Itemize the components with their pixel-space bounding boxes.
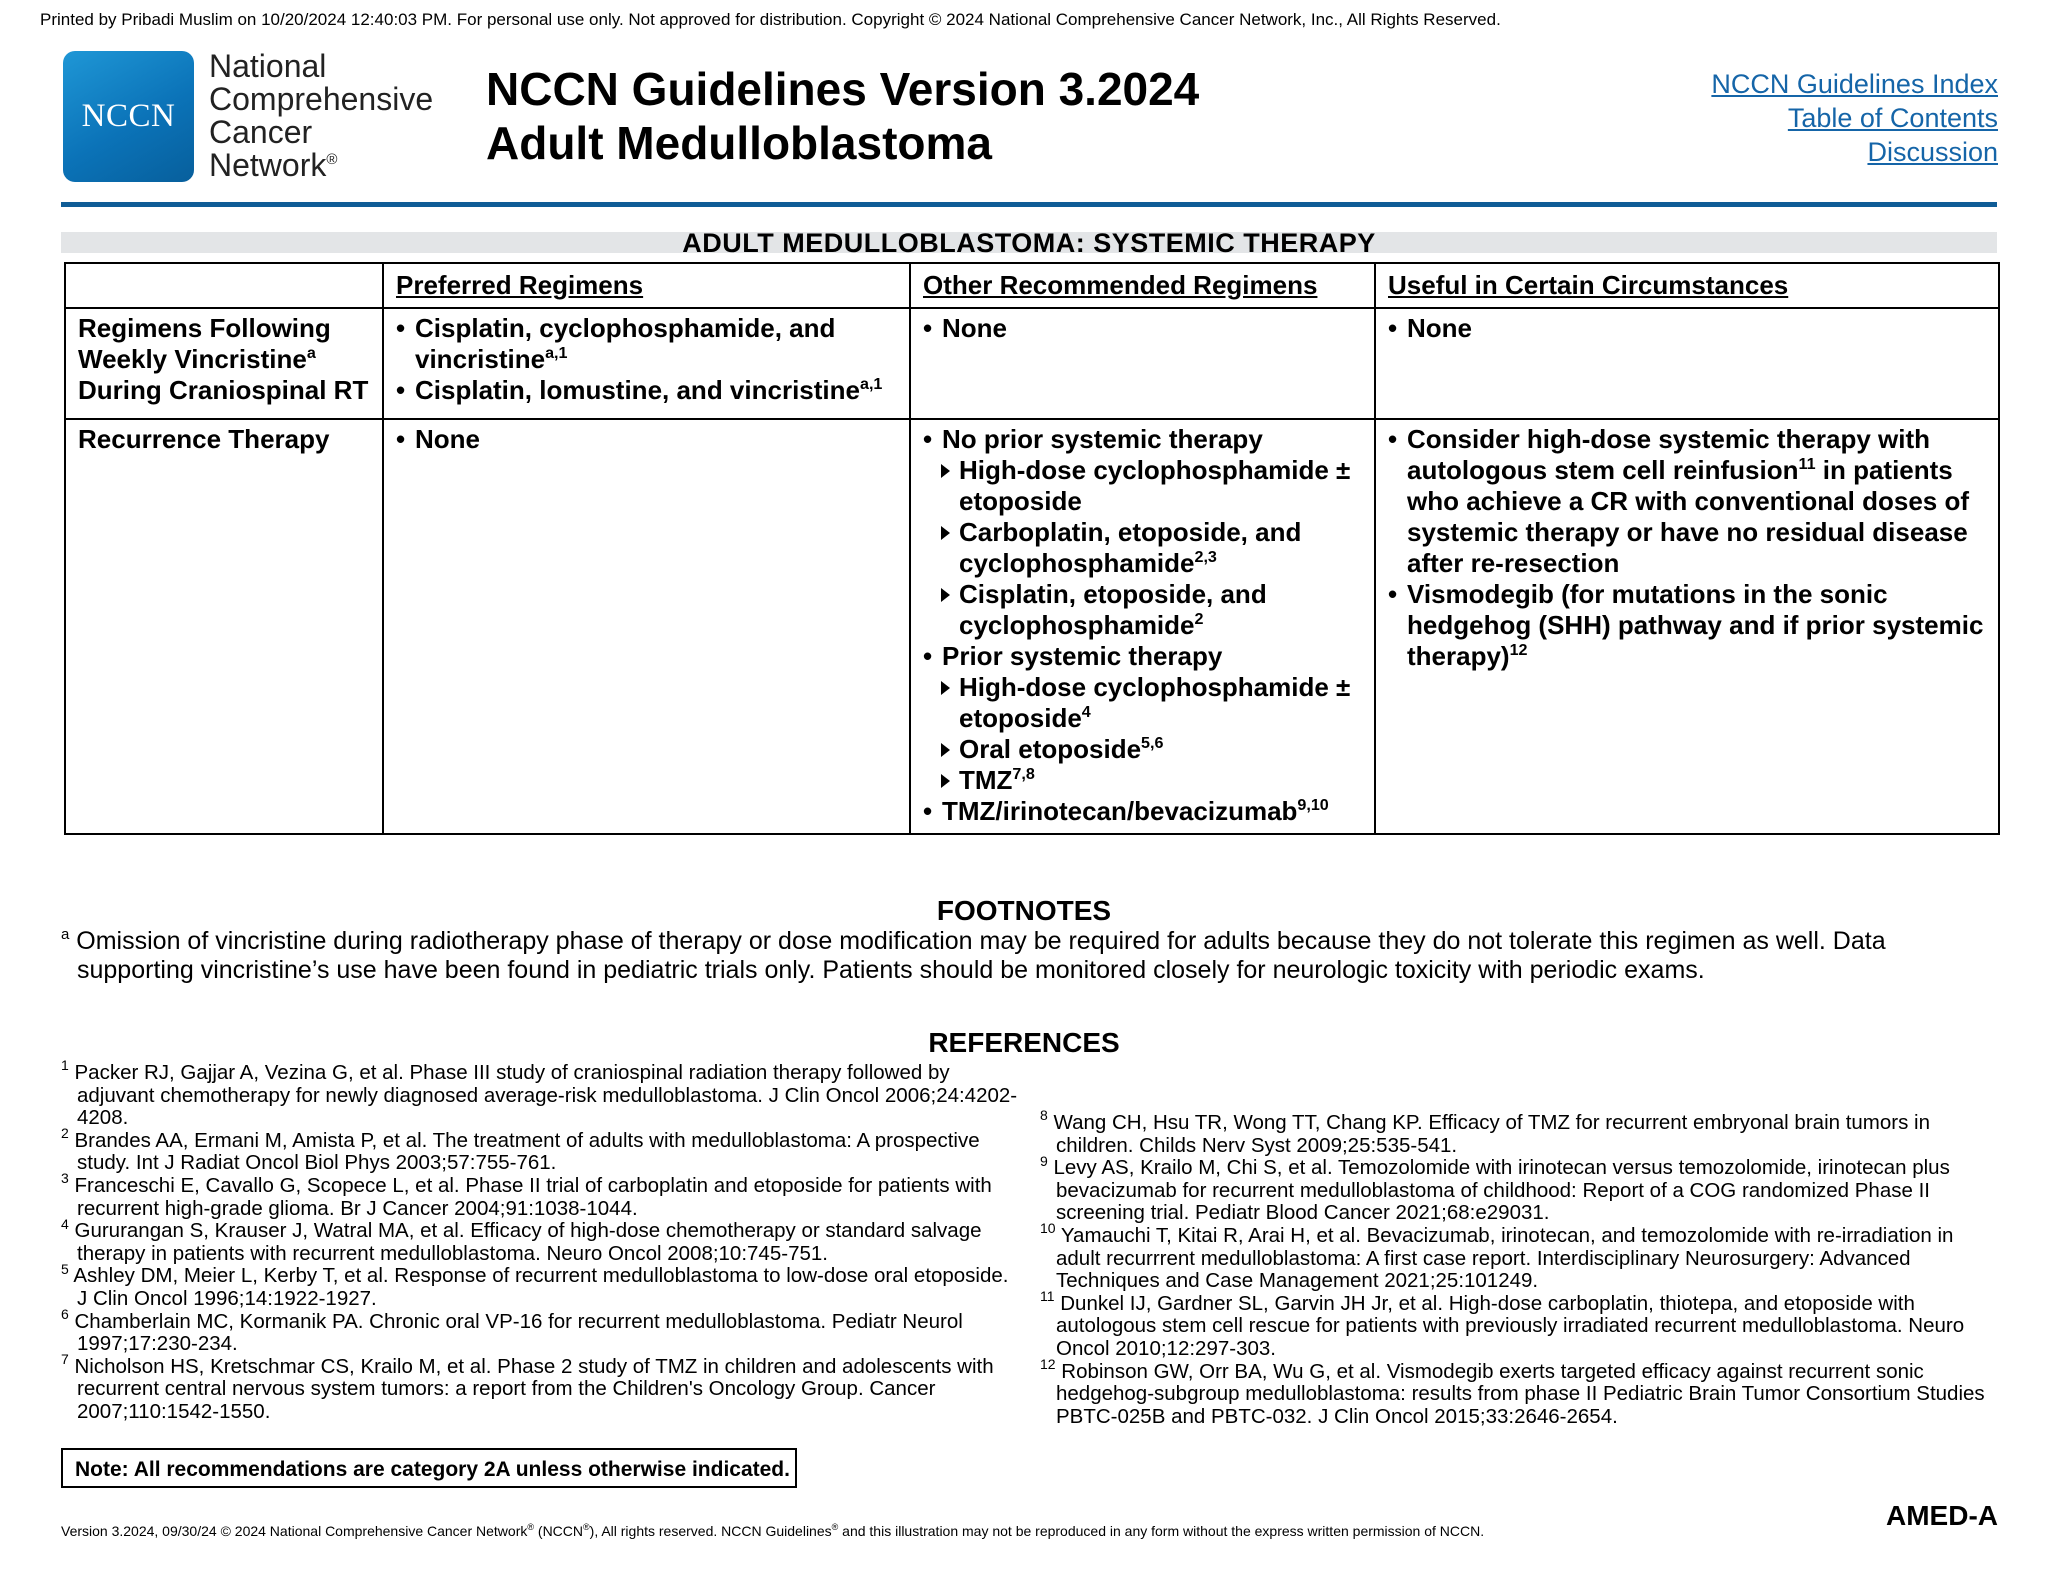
- footnote-ref: a,1: [545, 343, 568, 362]
- org-name-line: [209, 149, 433, 182]
- reference-item: [1040, 1356, 2000, 1429]
- reference-number: 4: [61, 1215, 69, 1232]
- org-name-line: Cancer: [209, 114, 313, 150]
- row-label-text: Weekly Vincristine: [78, 344, 307, 374]
- reference-item: [61, 1306, 1021, 1356]
- regimen-text: TMZ: [959, 765, 1013, 795]
- row-label-text: During Craniospinal RT: [78, 375, 369, 405]
- list-item: • None: [1388, 313, 1986, 344]
- reference-text: Levy AS, Krailo M, Chi S, et al. Temozolomide with irinotecan versus temozolomide, irinotecan plus bevacizumab for recurrent medulloblastoma of childhood: Report of a COG randomized Phase II screening trial. Pediatr Blood Cancer 2021;68:e29031.: [1047, 1156, 1950, 1225]
- footnote-ref: 11: [1798, 454, 1816, 473]
- footnote-ref: a,1: [859, 374, 883, 393]
- logo-text: NCCN: [81, 98, 176, 134]
- sub-list-item: [941, 765, 1362, 796]
- reference-item: [1040, 1107, 2000, 1157]
- list-item: [1388, 579, 1986, 672]
- header-divider: [61, 202, 1997, 207]
- reference-number: 8: [1040, 1107, 1048, 1124]
- organization-name: [209, 50, 433, 182]
- nccn-logo: [63, 51, 194, 182]
- org-name-last: Network: [209, 147, 327, 183]
- reference-text: Yamauchi T, Kitai R, Arai H, et al. Bevacizumab, irinotecan, and temozolomide with re-irradiation in adult recurrrent medulloblastoma: A first case report. Interdisciplinary Neurosurgery: Advanced Techniques and Case Management 2021;25:101249.: [1055, 1223, 1954, 1293]
- registered-mark: ®: [583, 1521, 590, 1532]
- sub-list-item: [941, 579, 1362, 641]
- reference-text: Robinson GW, Orr BA, Wu G, et al. Vismodegib exerts targeted efficacy against recurrent sonic hedgehog-subgroup medulloblastoma: results from phase II Pediatric Brain Tumor Consortium Studies PBTC-025B and PBTC-032. J Clin Oncol 2015;33:2646-2654.: [1055, 1359, 1985, 1428]
- references-heading: REFERENCES: [928, 1027, 1120, 1058]
- reference-text: Wang CH, Hsu TR, Wong TT, Chang KP. Efficacy of TMZ for recurrent embryonal brain tumors in children. Childs Nerv Syst 2009;25:535-541.: [1047, 1111, 1931, 1157]
- registered-mark: ®: [831, 1521, 839, 1532]
- regimen-text: Vismodegib (for mutations in the sonic hedgehog (SHH) pathway and if prior systemic therapy): [1407, 579, 1984, 671]
- regimen-text: Carboplatin, etoposide, and cyclophosphamide: [959, 517, 1302, 578]
- footnote-ref: 2: [1194, 609, 1204, 628]
- row-label-craniospinal: [65, 308, 383, 419]
- cell-preferred: [383, 419, 910, 834]
- footer-text: and this illustration may not be reproduced in any form without the express written permission of NCCN.: [838, 1523, 1485, 1539]
- regimen-text: in patients who achieve a CR with conventional doses of systemic therapy or have no residual disease after re-resection: [1407, 455, 1969, 578]
- reference-text: Brandes AA, Ermani M, Amista P, et al. The treatment of adults with medulloblastoma: A prospective study. Int J Radiat Oncol Biol Phys 2003;57:755-761.: [68, 1128, 980, 1175]
- footnote-ref: 12: [1509, 640, 1528, 659]
- reference-number: 1: [61, 1057, 69, 1074]
- regimen-text: Oral etoposide: [959, 734, 1142, 764]
- footnote-text: Omission of vincristine during radiotherapy phase of therapy or dose modification may be required for adults because they do not tolerate this regimen as well. Data supporting vincristine’s use have been found in pediatric trials only. Patients should be monitored closely for neurologic toxicity with periodic exams.: [69, 927, 1886, 984]
- sub-list-item: [941, 734, 1362, 765]
- reference-item: [61, 1260, 1021, 1310]
- reference-item: [61, 1125, 1021, 1175]
- reference-item: [1040, 1152, 2000, 1225]
- discussion-link[interactable]: Discussion: [1867, 137, 1998, 167]
- guideline-version: NCCN Guidelines Version 3.2024: [486, 63, 1200, 115]
- reference-item: [61, 1057, 1021, 1130]
- version-copyright: [61, 1523, 1484, 1539]
- print-notice: Printed by Pribadi Muslim on 10/20/2024 12:40:03 PM. For personal use only. Not approved for distribution. Copyright © 2024 National Comprehensive Cancer Network, Inc., All Rights Reserved.: [40, 10, 1501, 29]
- footnote-a: [61, 927, 2007, 985]
- reference-item: [1040, 1220, 2000, 1293]
- reference-text: Gururangan S, Krauser J, Watral MA, et al. Efficacy of high-dose chemotherapy or standard salvage therapy in patients with recurrent medulloblastoma. Neuro Oncol 2008;10:745-751.: [68, 1219, 982, 1265]
- sub-list-item: [941, 672, 1362, 734]
- list-item: [396, 313, 897, 375]
- reference-text: Dunkel IJ, Gardner SL, Garvin JH Jr, et al. High-dose carboplatin, thiotepa, and etoposide with autologous stem cell rescue for patients with previously irradiated recurrent medulloblastoma. Neuro Oncol 2010;12:297-303.: [1054, 1291, 1965, 1360]
- reference-text: Packer RJ, Gajjar A, Vezina G, et al. Phase III study of craniospinal radiation therapy followed by adjuvant chemotherapy for newly diagnosed average-risk medulloblastoma. J Clin Oncol 2006;24:4202-4208.: [68, 1061, 1018, 1130]
- footnote-ref: 4: [1081, 702, 1091, 721]
- sub-list-item: High-dose cyclophosphamide ± etoposide: [941, 455, 1362, 517]
- table-of-contents-link[interactable]: Table of Contents: [1787, 103, 1998, 133]
- reference-number: 9: [1040, 1152, 1048, 1169]
- page-title: [486, 62, 1199, 170]
- reference-text: Franceschi E, Cavallo G, Scopece L, et al. Phase II trial of carboplatin and etoposide for patients with recurrent high-grade glioma. Br J Cancer 2004;91:1038-1044.: [68, 1173, 992, 1220]
- reference-number: 3: [61, 1170, 69, 1187]
- reference-number: 5: [61, 1260, 69, 1277]
- category-note: Note: All recommendations are category 2A unless otherwise indicated.: [61, 1448, 797, 1488]
- cell-preferred: [383, 308, 910, 419]
- reference-number: 11: [1040, 1288, 1055, 1305]
- reference-number: 12: [1040, 1356, 1056, 1373]
- regimen-text: Cisplatin, etoposide, and cyclophosphamide: [959, 579, 1267, 640]
- header-preferred-regimens: Preferred Regimens: [383, 263, 910, 308]
- regimen-text: Cisplatin, lomustine, and vincristine: [415, 375, 860, 405]
- references-right-column: [1040, 1107, 2000, 1428]
- list-item: [396, 375, 897, 406]
- footer-text: (NCCN: [534, 1523, 584, 1539]
- cell-other: [910, 419, 1375, 834]
- header-other-recommended: Other Recommended Regimens: [910, 263, 1375, 308]
- reference-text: Chamberlain MC, Kormanik PA. Chronic oral VP-16 for recurrent medulloblastoma. Pediatr Neurol 1997;17:230-234.: [68, 1309, 963, 1356]
- list-item: [1388, 424, 1986, 579]
- reference-item: [61, 1170, 1021, 1220]
- list-item: • None: [396, 424, 897, 455]
- footnote-ref: a: [306, 343, 316, 362]
- reference-text: Nicholson HS, Kretschmar CS, Krailo M, et al. Phase 2 study of TMZ in children and adolescents with recurrent central nervous system tumors: a report from the Children's Oncology Group. Cancer 2007;110:1542-1550.: [68, 1354, 994, 1423]
- footnote-ref: 2,3: [1194, 547, 1217, 566]
- table-header-row: [65, 263, 1999, 308]
- footnote-ref: 9,10: [1297, 795, 1329, 814]
- cell-useful: [1375, 308, 1999, 419]
- regimen-text: High-dose cyclophosphamide ± etoposide: [959, 672, 1351, 733]
- header-useful-certain: Useful in Certain Circumstances: [1375, 263, 1999, 308]
- guideline-nav: [1711, 67, 1998, 169]
- reference-item: [61, 1351, 1021, 1424]
- regimen-text: Cisplatin, cyclophosphamide, and vincristine: [415, 313, 836, 374]
- list-item: [923, 796, 1362, 827]
- reference-number: 7: [61, 1351, 69, 1368]
- row-label-recurrence: Recurrence Therapy: [65, 419, 383, 834]
- list-item: • Prior systemic therapy: [923, 641, 1362, 672]
- header-empty-cell: [65, 263, 383, 308]
- reference-number: 6: [61, 1306, 69, 1323]
- regimen-text: Consider high-dose systemic therapy with autologous stem cell reinfusion: [1407, 424, 1930, 485]
- footnote-ref: 5,6: [1141, 733, 1164, 752]
- footnote-mark: a: [61, 925, 70, 943]
- page-code: AMED-A: [1886, 1500, 1998, 1531]
- reference-text: Ashley DM, Meier L, Kerby T, et al. Response of recurrent medulloblastoma to low-dose oral etoposide. J Clin Oncol 1996;14:1922-1927.: [68, 1264, 1009, 1310]
- reference-item: [1040, 1288, 2000, 1361]
- footnote-ref: 7,8: [1012, 764, 1035, 783]
- cell-other: [910, 308, 1375, 419]
- reference-number: 2: [61, 1125, 69, 1142]
- reference-item: [61, 1215, 1021, 1265]
- org-name-line: Comprehensive: [209, 81, 434, 117]
- list-item: • No prior systemic therapy: [923, 424, 1362, 455]
- table-row: [65, 308, 1999, 419]
- systemic-therapy-table: [64, 262, 2000, 835]
- registered-mark: ®: [326, 150, 338, 168]
- table-row: [65, 419, 1999, 834]
- list-item: • None: [923, 313, 1362, 344]
- org-name-line: National: [209, 48, 327, 84]
- reference-number: 10: [1040, 1220, 1056, 1237]
- registered-mark: ®: [527, 1521, 535, 1532]
- footnotes-heading: FOOTNOTES: [936, 895, 1112, 926]
- row-label-text: Regimens Following: [78, 313, 331, 343]
- section-title: ADULT MEDULLOBLASTOMA: SYSTEMIC THERAPY: [682, 228, 1376, 258]
- cell-useful: [1375, 419, 1999, 834]
- sub-list-item: [941, 517, 1362, 579]
- footer-text: ), All rights reserved. NCCN Guidelines: [589, 1523, 832, 1539]
- regimen-text: TMZ/irinotecan/bevacizumab: [942, 796, 1298, 826]
- guidelines-index-link[interactable]: NCCN Guidelines Index: [1711, 69, 1998, 99]
- footer-text: Version 3.2024, 09/30/24 © 2024 National Comprehensive Cancer Network: [61, 1523, 528, 1539]
- guideline-topic: Adult Medulloblastoma: [486, 117, 992, 169]
- references-left-column: [61, 1057, 1021, 1424]
